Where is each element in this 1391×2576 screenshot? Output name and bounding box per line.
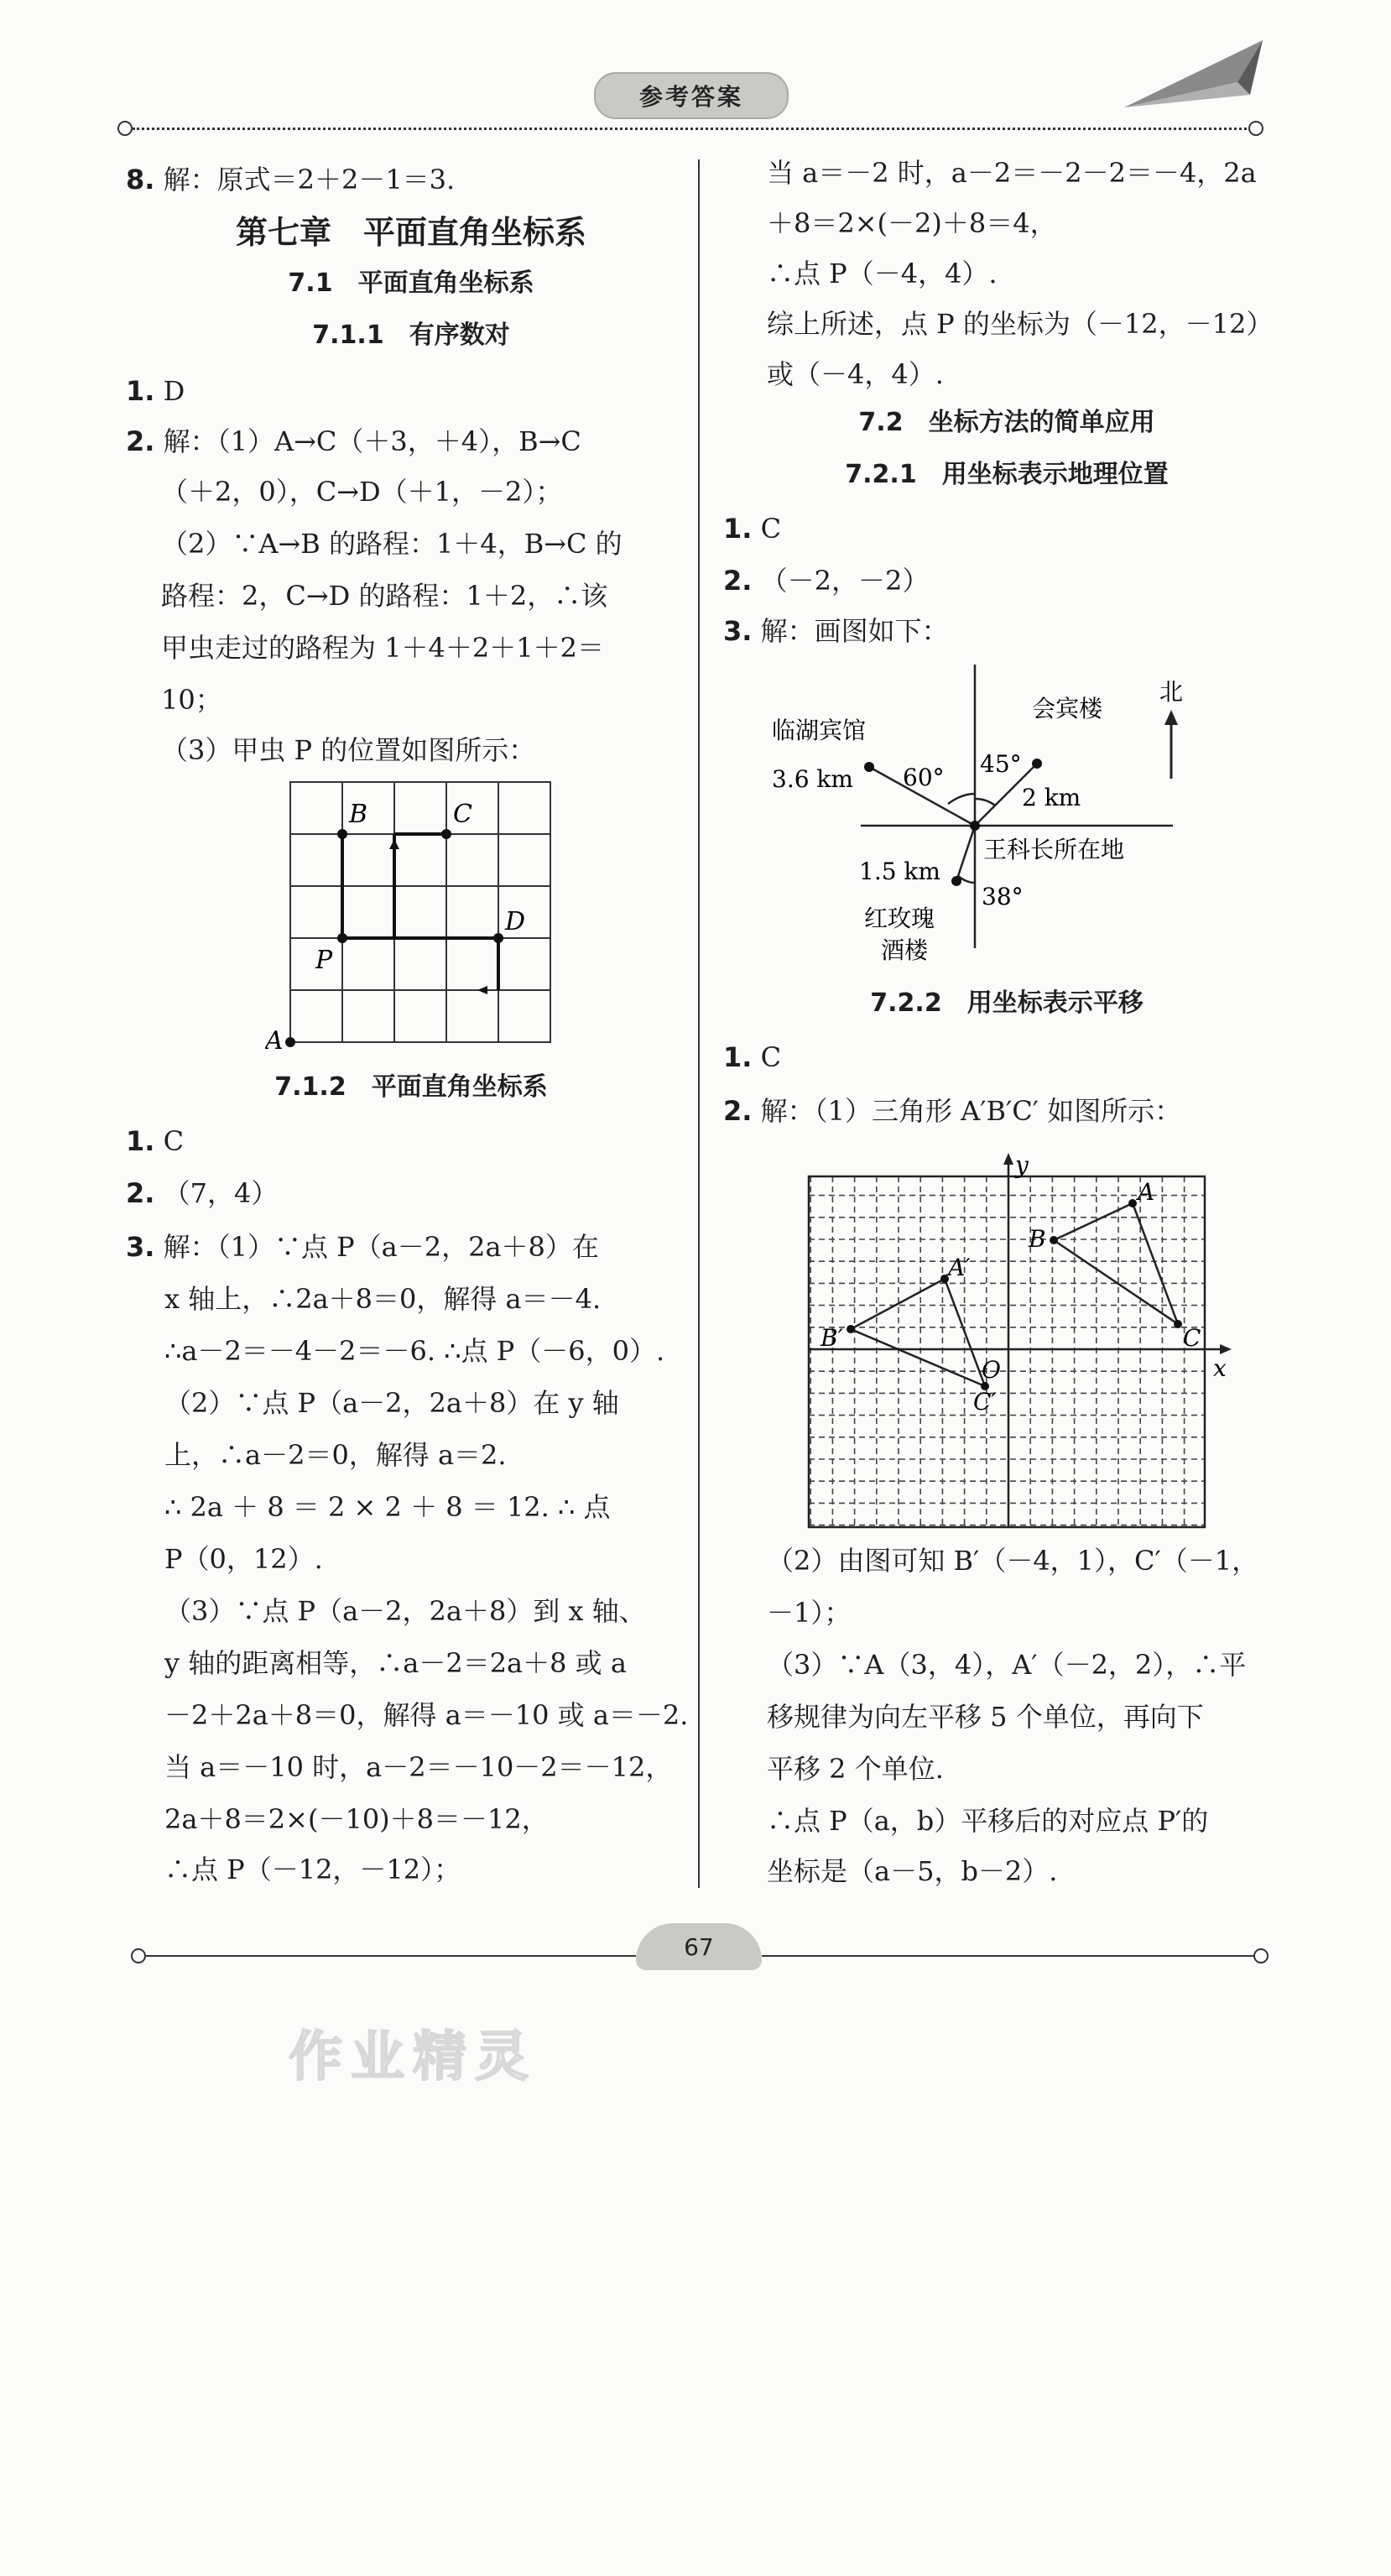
- answer-line: ＋8＝2×(－2)＋8＝4，: [767, 207, 1057, 239]
- answer-line: P（0，12）.: [164, 1543, 323, 1575]
- answer-line: －1）；: [767, 1597, 852, 1629]
- point-c-label: C: [1183, 1324, 1201, 1352]
- translation-coordinate-figure: [805, 1150, 1242, 1532]
- guest-building-label: 会宾楼: [1032, 695, 1103, 722]
- lake-hotel-label: 临湖宾馆: [772, 717, 867, 744]
- header-right-ring: [1248, 121, 1263, 136]
- subsection-heading: 7.2.1 用坐标表示地理位置: [845, 460, 1169, 489]
- origin-label: O: [982, 1356, 1001, 1384]
- header-dotted-rule: [133, 128, 1247, 130]
- answer-line: （2）由图可知 B′（－4，1），C′（－1，: [767, 1545, 1259, 1577]
- section-heading: 7.2 坐标方法的简单应用: [858, 408, 1155, 437]
- answer-line: －2＋2a＋8＝0，解得 a＝－10 或 a＝－2.: [164, 1699, 689, 1731]
- answer-line: （2）∵A→B 的路程：1＋4，B→C 的: [161, 528, 623, 560]
- grid-path-figure: [265, 774, 567, 1057]
- point-b-label: B: [1029, 1225, 1046, 1253]
- answer-line: ∴点 P（a，b）平移后的对应点 P′的: [767, 1805, 1209, 1837]
- coord-frame: [809, 1176, 1205, 1527]
- answer-line: 甲虫走过的路程为 1＋4＋2＋1＋2＝: [161, 632, 604, 664]
- angle-60-label: 60°: [903, 764, 945, 791]
- answer-line: 坐标是（a－5，b－2）.: [767, 1855, 1058, 1887]
- answer-line: 3. 解：（1）∵点 P（a－2，2a＋8）在: [126, 1231, 599, 1263]
- point-c-prime-label: C′: [973, 1388, 997, 1416]
- point-d-label: D: [505, 907, 526, 936]
- answer-line: 上，∴a－2＝0，解得 a＝2.: [164, 1439, 507, 1471]
- subsection-heading: 7.1.2 平面直角坐标系: [274, 1072, 548, 1102]
- map-direction-figure: [755, 661, 1225, 980]
- answer-line: 2. 解：（1）三角形 A′B′C′ 如图所示：: [723, 1095, 1182, 1127]
- answer-line: 2. （－2，－2）: [723, 565, 930, 597]
- answer-line: （2）∵点 P（a－2，2a＋8）在 y 轴: [164, 1387, 619, 1419]
- x-axis-label: x: [1213, 1354, 1227, 1382]
- red-rose-label-line2: 酒楼: [881, 936, 929, 964]
- answer-line: 2. （7，4）: [126, 1177, 279, 1209]
- answer-line: 1. C: [723, 1041, 782, 1073]
- answer-line: 当 a＝－10 时，a－2＝－10－2＝－12，: [164, 1751, 673, 1783]
- point-b-prime-label: B′: [821, 1324, 843, 1352]
- point-a-label: A: [265, 1026, 284, 1056]
- answer-line: ∴ 2a ＋ 8 ＝ 2 × 2 ＋ 8 ＝ 12. ∴ 点: [164, 1491, 611, 1523]
- answer-line: 2. 解：（1）A→C（＋3，＋4），B→C: [126, 425, 581, 457]
- angle-38-label: 38°: [982, 883, 1024, 910]
- point-a-prime-label: A′: [948, 1254, 971, 1281]
- header-title: 参考答案: [594, 72, 789, 119]
- section-heading: 7.1 平面直角坐标系: [288, 269, 534, 298]
- y-axis-label: y: [1015, 1151, 1029, 1179]
- answer-line: 移规律为向左平移 5 个单位，再向下: [767, 1701, 1204, 1733]
- answer-line: 3. 解：画图如下：: [723, 615, 949, 647]
- north-label: 北: [1159, 678, 1184, 706]
- distance-36-label: 3.6 km: [772, 765, 853, 793]
- answer-line: 1. C: [723, 513, 782, 545]
- point-p-label: P: [315, 946, 333, 975]
- footer-rule-left: [146, 1955, 636, 1957]
- triangle-abc: [1054, 1203, 1178, 1324]
- answer-line: 路程：2，C→D 的路程：1＋2，∴该: [161, 580, 608, 612]
- answer-line: （3）∵点 P（a－2，2a＋8）到 x 轴、: [164, 1595, 646, 1627]
- answer-line: 平移 2 个单位.: [767, 1753, 944, 1785]
- point-c-label: C: [453, 800, 472, 829]
- chapter-heading: 第七章 平面直角坐标系: [235, 214, 586, 251]
- answer-line: （3）∵A（3，4），A′（－2，2），∴平: [767, 1649, 1247, 1681]
- answer-line: ∴a－2＝－4－2＝－6. ∴点 P（－6，0）.: [164, 1335, 665, 1367]
- watermark-text: 作业精灵: [289, 2026, 537, 2088]
- answer-line: x 轴上，∴2a＋8＝0，解得 a＝－4.: [164, 1283, 602, 1315]
- answer-line: 1. C: [126, 1125, 185, 1157]
- origin-label: 王科长所在地: [983, 836, 1125, 863]
- column-divider: [698, 159, 700, 1888]
- point-b-label: B: [349, 800, 368, 829]
- footer-right-ring: [1253, 1948, 1269, 1963]
- footer-rule-right: [762, 1955, 1253, 1957]
- answer-line: 8. 解：原式＝2＋2－1＝3.: [126, 164, 456, 196]
- answer-line: 1. D: [126, 375, 185, 407]
- answer-line: 或（－4，4）.: [767, 358, 944, 390]
- footer-left-ring: [131, 1948, 146, 1963]
- red-rose-label-line1: 红玫瑰: [864, 905, 935, 932]
- answer-line: y 轴的距离相等，∴a－2＝2a＋8 或 a: [164, 1647, 627, 1679]
- point-a-label: A: [1138, 1178, 1155, 1206]
- answer-line: ∴点 P（－4，4）.: [767, 258, 998, 289]
- answer-line: 2a＋8＝2×(－10)＋8＝－12，: [164, 1803, 549, 1835]
- answer-line: （3）甲虫 P 的位置如图所示：: [161, 734, 536, 766]
- answer-line: （＋2，0），C→D（＋1，－2）；: [161, 476, 563, 508]
- angle-45-label: 45°: [980, 750, 1022, 778]
- distance-15-label: 1.5 km: [859, 858, 940, 885]
- paper-plane-icon: [1124, 32, 1284, 116]
- page-number: 67: [636, 1923, 762, 1970]
- answer-line: 综上所述，点 P 的坐标为（－12，－12）: [767, 308, 1274, 340]
- answer-line: 当 a＝－2 时，a－2＝－2－2＝－4，2a: [767, 157, 1257, 189]
- subsection-heading: 7.2.2 用坐标表示平移: [870, 988, 1144, 1018]
- answer-line: ∴点 P（－12，－12）；: [164, 1854, 461, 1885]
- header-left-ring: [117, 121, 133, 136]
- distance-2-label: 2 km: [1022, 784, 1081, 811]
- answer-line: 10；: [161, 684, 222, 716]
- subsection-heading: 7.1.1 有序数对: [312, 321, 510, 350]
